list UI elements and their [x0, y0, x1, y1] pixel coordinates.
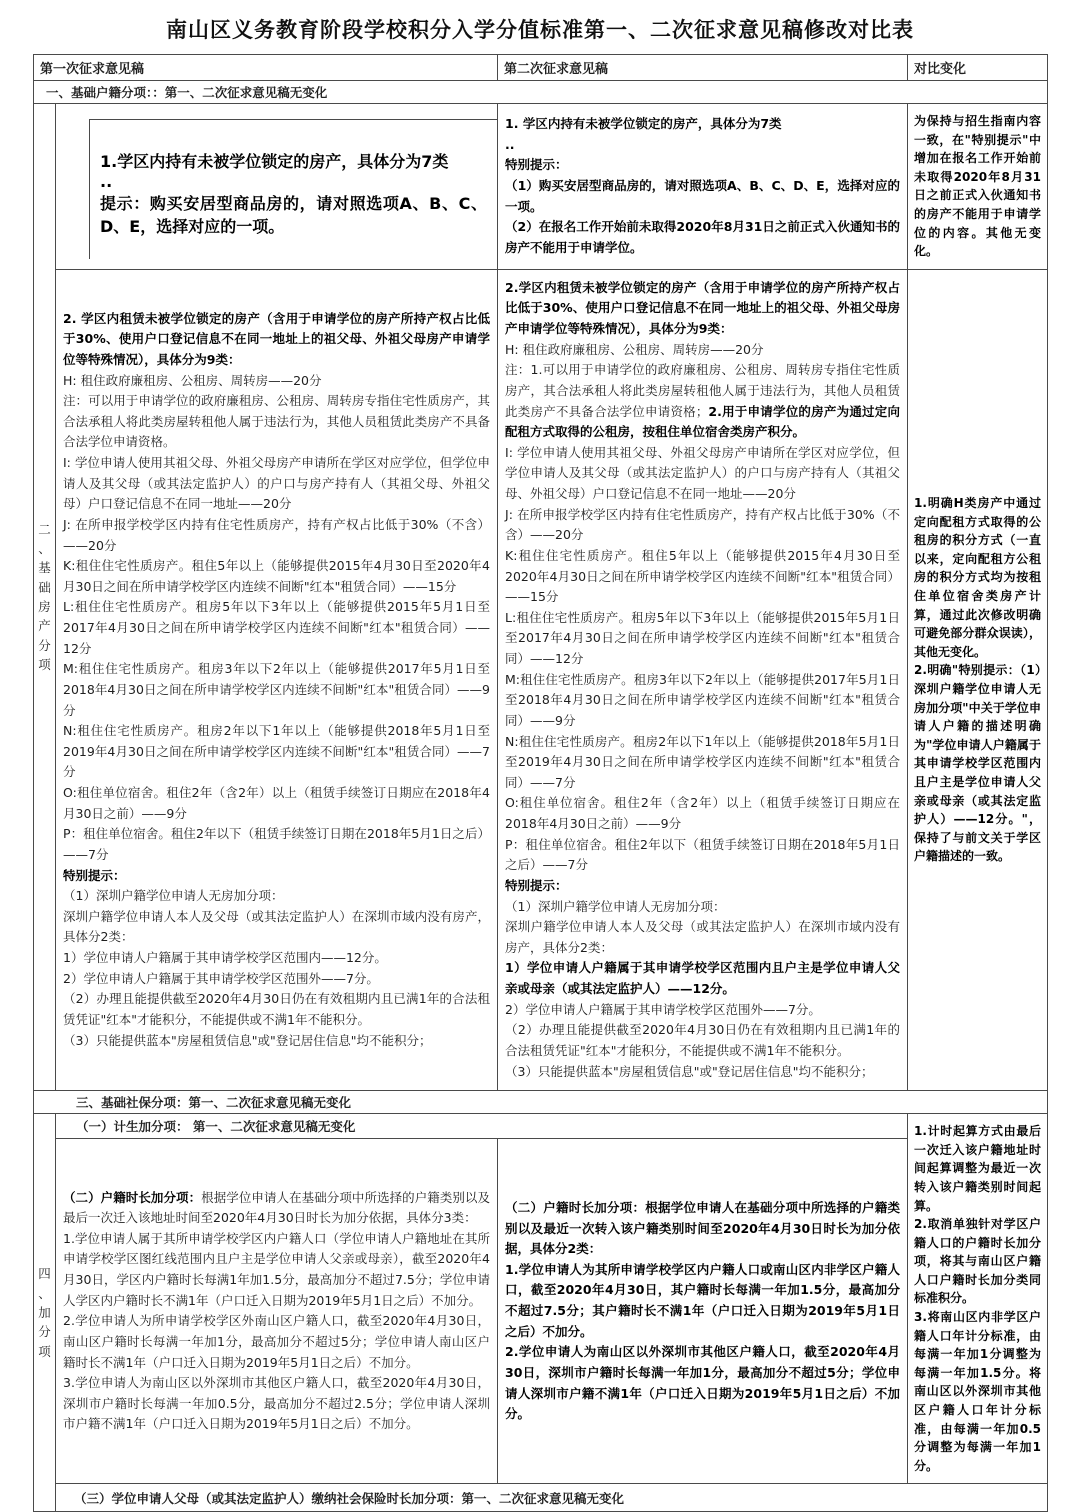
- row-house-rented: [34, 269, 1048, 1090]
- paragraph: （2）办理且能提供截至2020年4月30日仍在有效租期内且已满1年的合法租赁凭证"红本"才能积分，不能提供或不满1年不能积分。: [505, 1022, 901, 1058]
- paragraph: M:租住住宅性质房产。租房3年以下2年以上（能够提供2017年5月1日至2018年4月30日之间在所申请学校学区内连续不间断"红本"租赁合同）——9分: [63, 661, 491, 718]
- paragraph: I: 学位申请人使用其祖父母、外祖父母房产申请所在学区对应学位，但学位申请人及其父母（或其法定监护人）的户口与房产持有人（其祖父母、外祖父母）户口登记信息不在同一地址——20分: [63, 455, 491, 512]
- paragraph: 2.明确"特别提示：（1）深圳户籍学位申请人无房加分项"中关于学位申请人户籍的描述明确为"学位申请人户籍属于其申请学校学区范围内且户主是学位申请人父亲或母亲（或其法定监护人）——12分。"，保持了与前文关于学区户籍描述的一致。: [914, 663, 1042, 864]
- paragraph: 1）学位申请人户籍属于其申请学校学区范围内——12分。: [63, 950, 387, 966]
- paragraph: O:租住单位宿舍。租住2年（含2年）以上（租赁手续签订日期应在2018年4月30日之前）——9分: [63, 785, 491, 821]
- paragraph: N:租住住宅性质房产。租房2年以下1年以上（能够提供2018年5月1日至2019年4月30日之间在所申请学校学区内连续不间断"红本"租赁合同）——7分: [63, 723, 491, 780]
- paragraph: 2）学位申请人户籍属于其申请学校学区范围外——7分。: [505, 1001, 821, 1017]
- paragraph: 2.学位申请人为所申请学校学区外南山区户籍人口，截至2020年4月30日，南山区户籍时长每满一年加1分，最高加分不超过5分；学位申请人南山区户籍时长不满1年（户口迁入日期为2019年5月1日之后）不加分。: [63, 1313, 491, 1370]
- paragraph: 特别提示：: [63, 867, 126, 883]
- paragraph: 1.学区内持有未被学位锁定的房产，具体分为7类: [100, 151, 449, 171]
- row-house-owned: [34, 104, 1048, 270]
- paragraph: 特别提示：: [505, 157, 568, 173]
- paragraph: （2）办理且能提供截至2020年4月30日仍在有效租期内且已满1年的合法租赁凭证"红本"才能积分，不能提供或不满1年不能积分。: [63, 991, 491, 1027]
- cell-house-rented-second-draft: [498, 269, 908, 1090]
- paragraph: K:租住住宅性质房产。租住5年以上（能够提供2015年4月30日至2020年4月30日之间在所申请学校学区内连续不间断"红本"租赁合同）——15分: [505, 547, 901, 605]
- document-page: [0, 14, 1080, 1506]
- paragraph: P：租住单位宿舍。租住2年以下（租赁手续签订日期在2018年5月1日之后）——7分: [63, 826, 491, 862]
- cell-hukou-duration-change: [908, 1114, 1048, 1484]
- row-birth-bonus: [34, 1114, 1048, 1139]
- section-social-insurance-text: 三、基础社保分项：第一、二次征求意见稿无变化: [34, 1091, 1048, 1114]
- paragraph: N:租住住宅性质房产。租房2年以下1年以上（能够提供2018年5月1日至2019年4月30日之间在所申请学校学区内连续不间断"红本"租赁合同）——7分: [505, 733, 901, 790]
- section-basic-hukou-text: 一、基础户籍分项：：第一、二次征求意见稿无变化: [34, 81, 1048, 104]
- paragraph: 2.取消单独针对学区户籍人口的户籍时长加分项，将其与南山区户籍人口户籍时长加分类同标准积分。: [914, 1217, 1042, 1306]
- paragraph: [505, 360, 900, 443]
- header-first-draft: 第一次征求意见稿: [34, 55, 498, 81]
- paragraph: 1.学位申请人属于其所申请学校学区内户籍人口（学位申请人户籍地址在其所申请学校学区图红线范围内且户主是学位申请人父亲或母亲），截至2020年4月30日，学区内户籍时长每满1年加1.5分，最高加分不超过7.5分；学位申请人学区内户籍时长不满1年（户口迁入日期为2019年5月1日之后）不加分。: [63, 1230, 491, 1308]
- cell-house-owned-change: [908, 104, 1048, 270]
- paragraph: 1.计时起算方式由最后一次迁入该户籍地址时间起算调整为最近一次转入该户籍类别时间起算。: [914, 1124, 1042, 1213]
- cell-house-rented-change: [908, 269, 1048, 1090]
- paragraph: J: 在所申报学校学区内持有住宅性质房产，持有产权占比低于30%（不含）——20分: [63, 516, 491, 553]
- cell-hukou-duration-first-draft: [56, 1139, 498, 1484]
- paragraph: 1）学位申请人户籍属于其申请学校学区范围内且户主是学位申请人父亲或母亲（或其法定监护人）——12分。: [505, 960, 901, 996]
- paragraph: （1）深圳户籍学位申请人无房加分项：: [63, 888, 284, 904]
- paragraph: 2. 学区内租赁未被学位锁定的房产（含用于申请学位的房产所持产权占比低于30%、使用户口登记信息不在同一地址上的祖父母、外祖父母房产申请学位等特殊情况），具体分为9类：: [63, 310, 491, 367]
- row-birth-bonus-text: （一）计生加分项： 第一、二次征求意见稿无变化: [56, 1114, 908, 1139]
- cell-house-rented-first-draft: [56, 269, 498, 1090]
- paragraph: O:租住单位宿舍。租住2年（含2年）以上（租赁手续签订日期应在2018年4月30日之前）——9分: [505, 795, 901, 831]
- paragraph: 1.明确H类房产中通过定向配租方式取得的公租房的积分方式（一直以来，定向配租方公租房的积分方式均为按租住单位宿舍类房产计算，通过此次修改明确可避免部分群众误读），其他无变化。: [914, 496, 1042, 659]
- paragraph: 3.学位申请人为南山区以外深圳市其他区户籍人口，截至2020年4月30日，深圳市户籍时长每满一年加0.5分，最高加分不超过2.5分；学位申请人深圳市户籍不满1年（户口迁入日期为2019年5月1日之后）不加分。: [63, 1375, 491, 1432]
- house-owned-first-draft-content: [89, 119, 497, 259]
- cell-house-owned-first-draft: [56, 104, 498, 270]
- section-row-basic-hukou: [34, 81, 1048, 104]
- paragraph: L:租住住宅性质房产。租房5年以下3年以上（能够提供2015年5月1日至2017年4月30日之间在所申请学校学区内连续不间断"红本"租赁合同）——12分: [505, 609, 901, 666]
- paragraph: ..: [100, 171, 113, 191]
- paragraph: J: 在所申报学校学区内持有住宅性质房产，持有产权占比低于30%（不含）——20分: [505, 506, 901, 543]
- paragraph: K:租住住宅性质房产。租住5年以上（能够提供2015年4月30日至2020年4月30日之间在所申请学校学区内连续不间断"红本"租赁合同）——15分: [63, 558, 491, 594]
- paragraph: 深圳户籍学位申请人本人及父母（或其法定监护人）在深圳市域内没有房产，具体分2类：: [505, 919, 901, 955]
- paragraph: P：租住单位宿舍。租住2年以下（租赁手续签订日期在2018年5月1日之后）——7分: [505, 836, 901, 873]
- cell-house-owned-second-draft: [498, 104, 908, 270]
- paragraph: 1. 学区内持有未被学位锁定的房产，具体分为7类: [505, 116, 782, 132]
- paragraph: 3.将南山区内非学区户籍人口年计分标准，由每满一年加1分调整为每满一年加1.5分。将南山区以外深圳市其他区户籍人口年计分标准，由每满一年加0.5分调整为每满一年加1分。: [914, 1310, 1042, 1473]
- text-run: 根据学位申请人在基础分项中所选择的户籍类别以及最后一次迁入该地址时间至2020年4月30日时长为加分依据，具体分3类：: [63, 1189, 490, 1226]
- paragraph: （2）在报名工作开始前未取得2020年8月31日之前正式入伙通知书的房产不能用于申请学位。: [505, 219, 901, 255]
- paragraph: （3）只能提供蓝本"房屋租赁信息"或"登记居住信息"均不能积分；: [505, 1063, 874, 1079]
- paragraph: L:租住住宅性质房产。租房5年以下3年以上（能够提供2015年5月1日至2017年4月30日之间在所申请学校学区内连续不间断"红本"租赁合同）——12分: [63, 599, 491, 656]
- paragraph: 1.学位申请人为其所申请学校学区内户籍人口或南山区内非学区户籍人口，截至2020年4月30日，其户籍时长每满一年加1.5分，最高加分不超过7.5分；其户籍时长不满1年（户口迁入日期为2019年5月1日之后）不加分。: [505, 1261, 901, 1339]
- page-title: 南山区义务教育阶段学校积分入学分值标准第一、二次征求意见稿修改对比表: [166, 18, 914, 42]
- cell-hukou-duration-second-draft: [498, 1139, 908, 1484]
- paragraph: 特别提示：: [505, 877, 568, 893]
- paragraph: I: 学位申请人使用其祖父母、外祖父母房产申请所在学区对应学位，但学位申请人及其父母（或其法定监护人）的户口与房产持有人（其祖父母、外祖父母）户口登记信息不在同一地址——20分: [505, 444, 901, 501]
- text-run: （二）户籍时长加分项：: [63, 1189, 202, 1205]
- section-row-social-insurance: [34, 1091, 1048, 1114]
- paragraph: 2.学位申请人为南山区以外深圳市其他区户籍人口，截至2020年4月30日，深圳市户籍时长每满一年加1分，最高加分不超过5分；学位申请人深圳市户籍不满1年（户口迁入日期为2019年5月1日之后）不加分。: [505, 1344, 901, 1422]
- header-second-draft: 第二次征求意见稿: [498, 55, 908, 81]
- text-run: 2.用于申请学位的房产为通过定向配租方式取得的公租房，按租住单位宿舍类房产积分。: [505, 403, 901, 440]
- paragraph: 深圳户籍学位申请人本人及父母（或其法定监护人）在深圳市域内没有房产，具体分2类：: [63, 908, 491, 945]
- table-header-row: [34, 55, 1048, 81]
- paragraph: 注：可以用于申请学位的政府廉租房、公租房、周转房专指住宅性质房产，其合法承租人将此类房屋转租他人属于违法行为，其他人员租赁此类房产不具备合法学位申请资格。: [63, 393, 491, 450]
- paragraph: ..: [505, 136, 515, 152]
- paragraph: （1）深圳户籍学位申请人无房加分项：: [505, 898, 726, 914]
- paragraph: [63, 1188, 490, 1229]
- paragraph: H: 租住政府廉租房、公租房、周转房——20分: [63, 372, 322, 388]
- paragraph: 为保持与招生指南内容一致，在"特别提示"中增加在报名工作开始前未取得2020年8月31日之前正式入伙通知书的房产不能用于申请学位的内容。其他无变化。: [914, 114, 1042, 259]
- row-social-duration-bonus-text: （三）学位申请人父母（或其法定监护人）缴纳社会保险时长加分项：第一、二次征求意见稿无变化: [56, 1484, 1048, 1512]
- paragraph: M:租住住宅性质房产。租房3年以下2年以上（能够提供2017年5月1日至2018年4月30日之间在所申请学校学区内连续不间断"红本"租赁合同）——9分: [505, 671, 901, 728]
- paragraph: （3）只能提供蓝本"房屋租赁信息"或"登记居住信息"均不能积分；: [63, 1032, 432, 1048]
- comparison-table: [33, 54, 1048, 1512]
- header-changes: 对比变化: [908, 55, 1048, 81]
- text-run: 注：1.可以用于申请学位的政府廉租房、公租房、周转房专指住宅性质房产，其合法承租人将此类房屋转租他人属于违法行为，其他人员租赁此类房产不具备合法学位申请资格；: [505, 362, 901, 419]
- paragraph: H: 租住政府廉租房、公租房、周转房——20分: [505, 341, 764, 357]
- row-hukou-duration: [34, 1139, 1048, 1484]
- section-label-bonus: 四、加分项: [34, 1114, 56, 1512]
- paragraph: （1）购买安居型商品房的，请对照选项A、B、C、D、E，选择对应的一项。: [505, 178, 901, 214]
- paragraph: 2.学区内租赁未被学位锁定的房产（含用于申请学位的房产所持产权占比低于30%、使用户口登记信息不在同一地址上的祖父母、外祖父母房产申请学位等特殊情况），具体分为9类：: [505, 279, 901, 336]
- paragraph: 2）学位申请人户籍属于其申请学校学区范围外——7分。: [63, 970, 379, 986]
- paragraph: 提示：购买安居型商品房的，请对照选项A、B、C、D、E，选择对应的一项。: [100, 193, 488, 236]
- section-label-house-property: 二、基础房产分项: [34, 104, 56, 1091]
- row-social-duration-bonus: [34, 1484, 1048, 1512]
- paragraph: （二）户籍时长加分项：根据学位申请人在基础分项中所选择的户籍类别以及最近一次转入该户籍类别时间至2020年4月30日时长为加分依据，具体分2类：: [505, 1199, 901, 1257]
